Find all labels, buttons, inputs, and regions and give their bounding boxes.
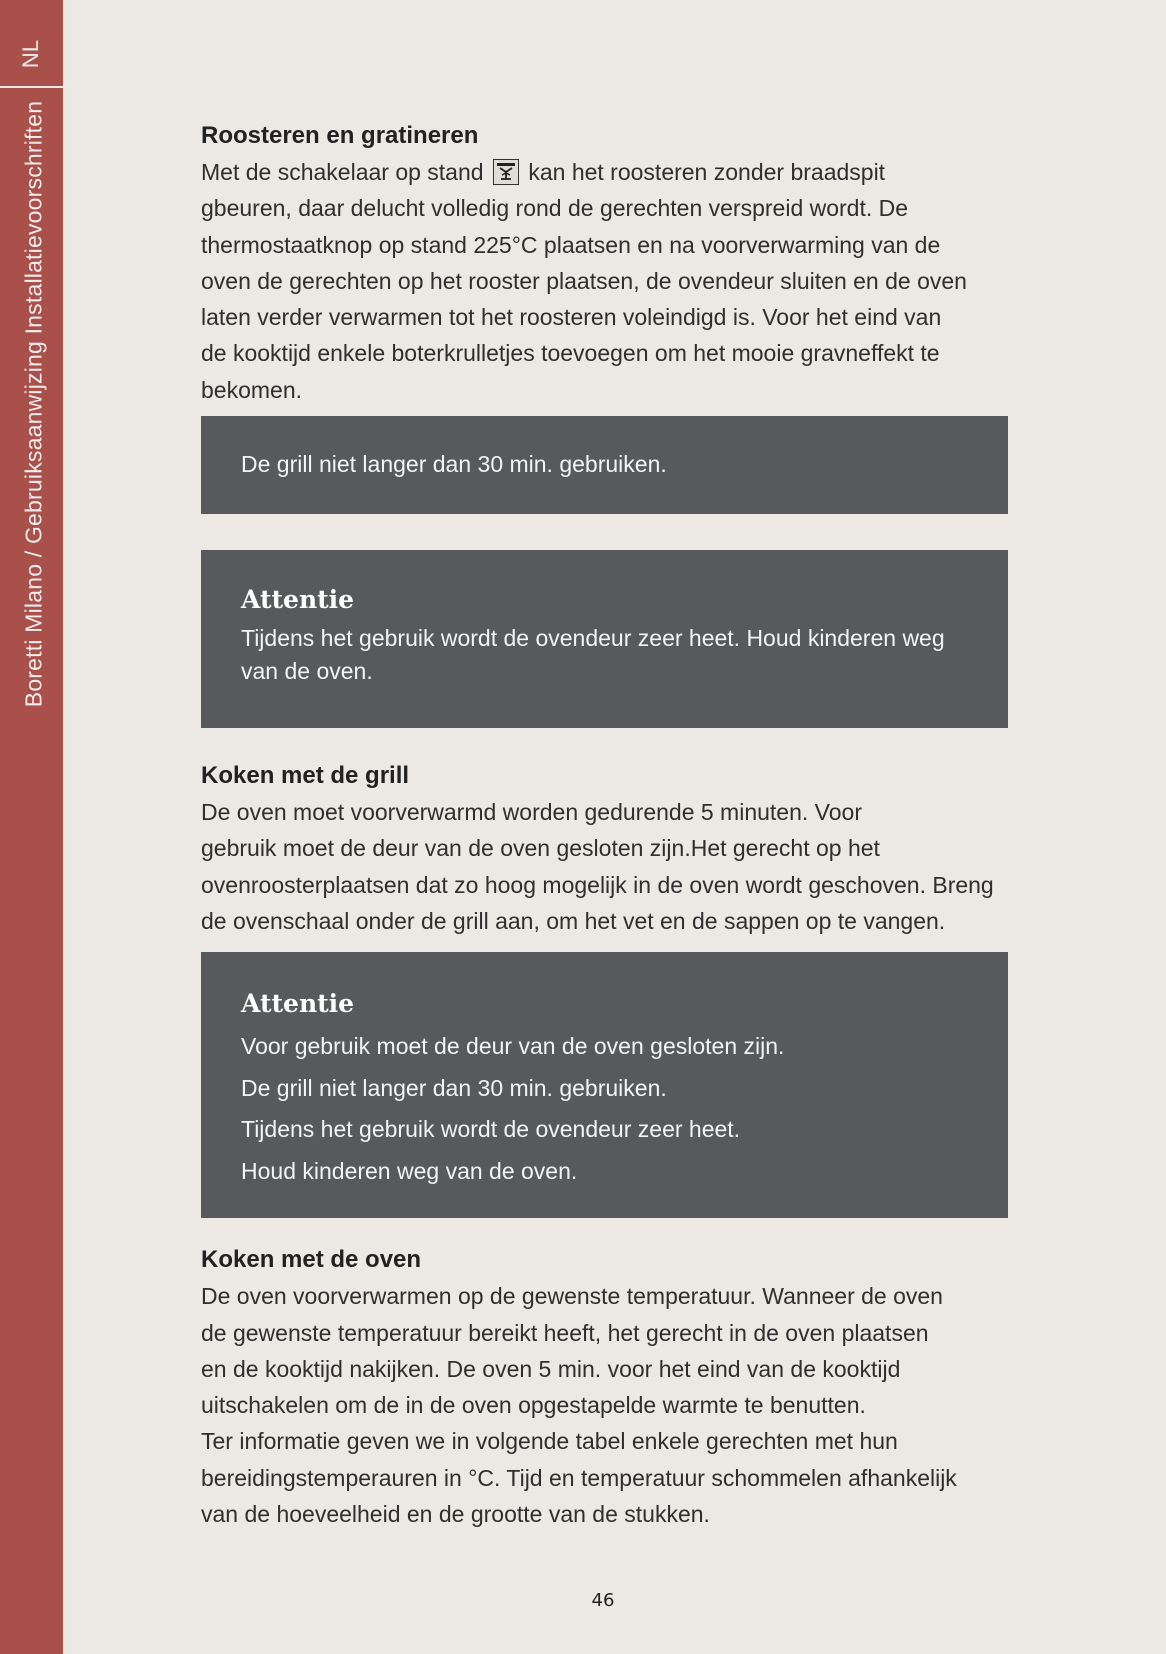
attention-title: Attentie — [241, 585, 355, 615]
attention-line: Voor gebruik moet de deur van de oven gesloten zijn. — [241, 1033, 785, 1060]
paragraph-line: gebruik moet de deur van de oven gesloten zijn.Het gerecht op het — [201, 835, 880, 862]
text-after-icon: kan het roosteren zonder braadspit — [528, 159, 886, 185]
attention-line: Tijdens het gebruik wordt de ovendeur zeer heet. Houd kinderen weg — [241, 625, 945, 652]
attention-box — [201, 952, 1008, 1218]
paragraph-line: de ovenschaal onder de grill aan, om het vet en de sappen op te vangen. — [201, 907, 946, 934]
paragraph-line: gbeuren, daar delucht volledig rond de gerechten verspreid wordt. De — [201, 195, 909, 222]
text-before-icon: Met de schakelaar op stand — [201, 159, 484, 185]
notice-text: De grill niet langer dan 30 min. gebruiken. — [241, 451, 667, 478]
section-grill — [201, 758, 1009, 939]
paragraph-line: bereidingstemperauren in °C. Tijd en temperatuur schommelen afhankelijk — [201, 1464, 957, 1491]
paragraph-line — [201, 154, 1009, 190]
section-roosteren — [201, 118, 1009, 408]
attention-line: van de oven. — [241, 658, 373, 685]
attention-line: Tijdens het gebruik wordt de ovendeur zeer heet. — [241, 1116, 741, 1143]
attention-title: Attentie — [241, 989, 355, 1019]
paragraph-line: bekomen. — [201, 376, 303, 403]
paragraph-line: uitschakelen om de in de oven opgestapelde warmte te benutten. — [201, 1392, 866, 1419]
paragraph-line: De oven moet voorverwarmd worden gedurende 5 minuten. Voor — [201, 799, 862, 826]
paragraph-line: oven de gerechten op het rooster plaatsen, de ovendeur sluiten en de oven — [201, 267, 967, 294]
paragraph-line: de kooktijd enkele boterkrulletjes toevoegen om het mooie gravneffekt te — [201, 340, 940, 367]
paragraph-line: de gewenste temperatuur bereikt heeft, het gerecht in de oven plaatsen — [201, 1319, 929, 1346]
paragraph-line: Ter informatie geven we in volgende tabel enkele gerechten met hun — [201, 1428, 898, 1455]
paragraph-line: en de kooktijd nakijken. De oven 5 min. voor het eind van de kooktijd — [201, 1355, 901, 1382]
sidebar — [0, 0, 63, 1654]
section-heading: Koken met de oven — [201, 1246, 422, 1274]
page-number: 46 — [591, 1590, 615, 1611]
paragraph-line: ovenroosterplaatsen dat zo hoog mogelijk in de oven wordt geschoven. Breng — [201, 871, 994, 898]
page-content — [201, 118, 1009, 1532]
section-heading: Koken met de grill — [201, 762, 410, 790]
paragraph-line: De oven voorverwarmen op de gewenste temperatuur. Wanneer de oven — [201, 1283, 943, 1310]
attention-line: Houd kinderen weg van de oven. — [241, 1157, 578, 1184]
language-tab — [0, 0, 63, 88]
attention-box — [201, 550, 1008, 728]
sidebar-title: Boretti Milano / Gebruiksaanwijzing Installatievoorschriften — [20, 100, 47, 708]
grill-icon — [493, 159, 519, 185]
notice-box — [201, 416, 1008, 514]
paragraph-line: laten verder verwarmen tot het roosteren voleindigd is. Voor het eind van — [201, 304, 942, 331]
section-oven — [201, 1242, 1009, 1532]
paragraph-line: van de hoeveelheid en de grootte van de stukken. — [201, 1501, 710, 1528]
section-heading: Roosteren en gratineren — [201, 122, 479, 149]
paragraph-line: thermostaatknop op stand 225°C plaatsen en na voorverwarming van de — [201, 231, 941, 258]
language-label: NL — [18, 39, 43, 69]
attention-line: De grill niet langer dan 30 min. gebruiken. — [241, 1074, 667, 1101]
